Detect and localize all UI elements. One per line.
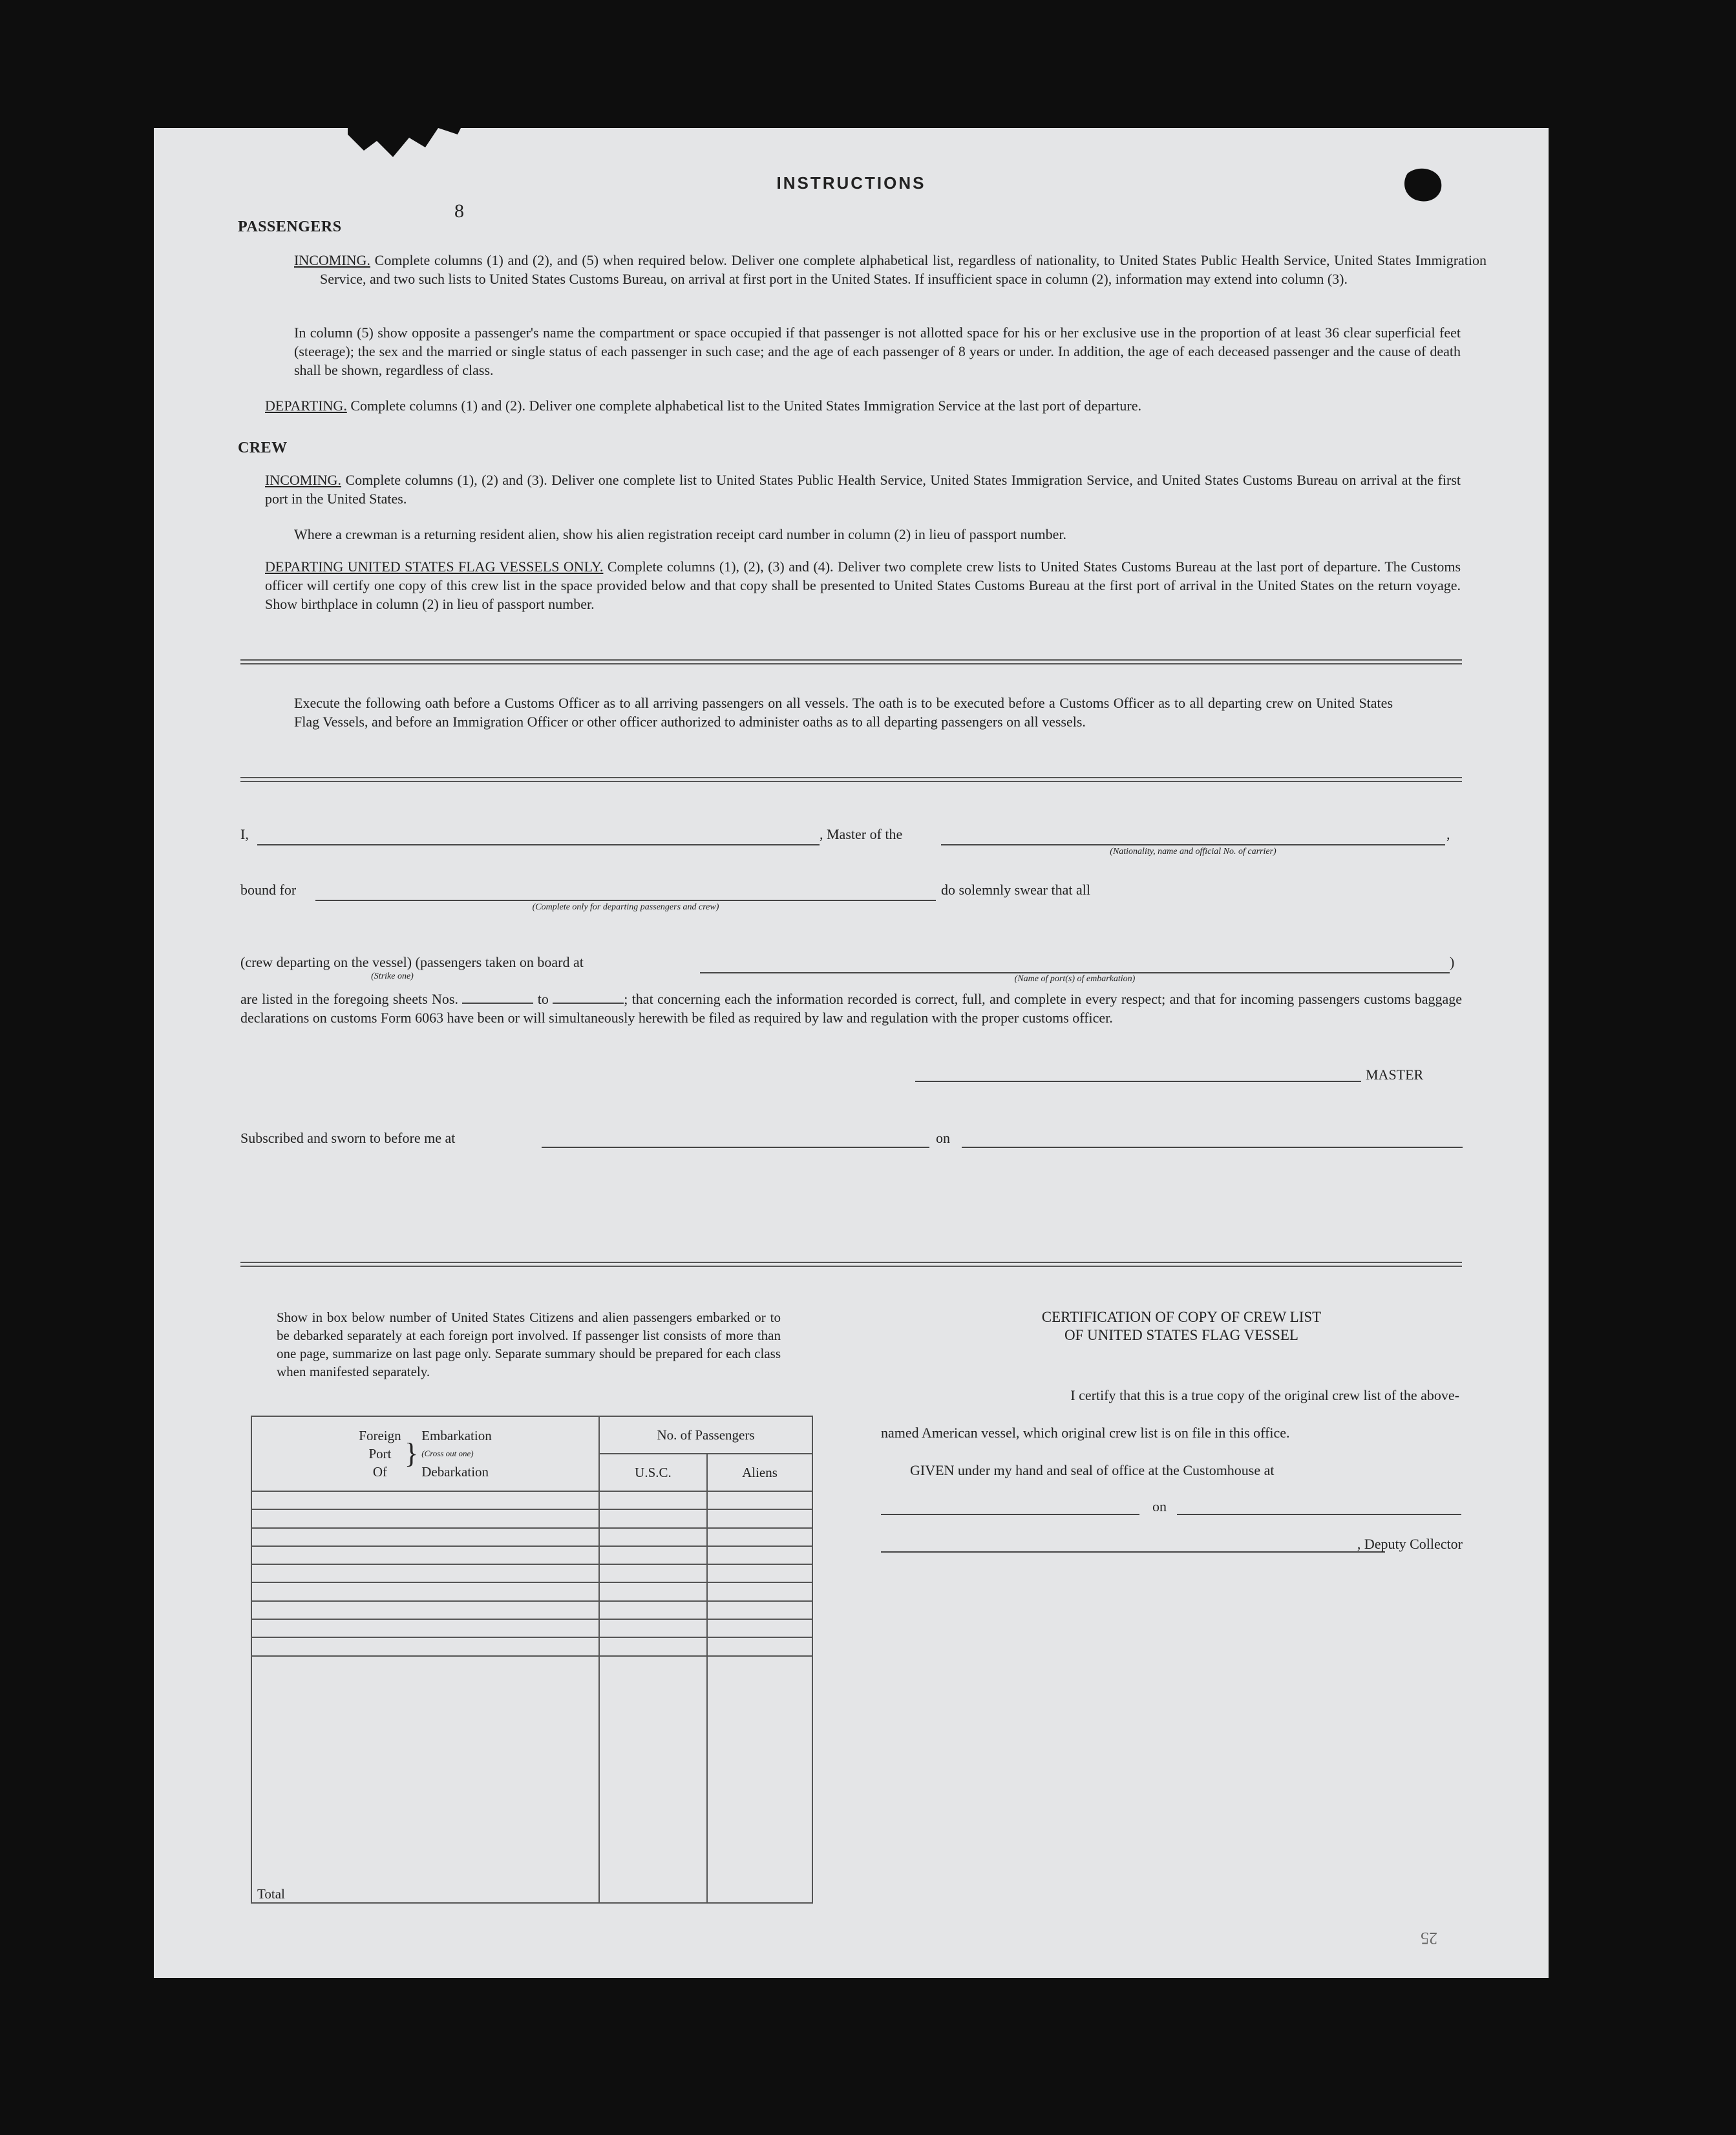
passengers-incoming: [294, 251, 1487, 288]
strike-one-caption: (Strike one): [371, 972, 414, 981]
subscribed-label: Subscribed and sworn to before me at: [240, 1130, 456, 1146]
passengers-departing: [265, 396, 1461, 415]
oath-i-label: I,: [240, 826, 249, 842]
port-field[interactable]: [700, 972, 1450, 973]
sheet-to-field[interactable]: [553, 1003, 624, 1004]
crew-incoming: [265, 471, 1461, 508]
incoming-text: Complete columns (1) and (2), and (5) when required below. Deliver one complete alphabetical list, regardless of nationality, to United States Public Health Service, United States Immigration Service, and two such lists to United States Customs Bureau, on arrival at first port in the United States. If insufficient space in column (2), information may extend into column (3).: [320, 252, 1487, 287]
bound-caption: (Complete only for departing passengers and crew): [532, 902, 719, 912]
incoming-label: INCOMING.: [294, 252, 370, 268]
port-header: Foreign Port Of } Embarkation (Cross out one) Debarkation: [251, 1416, 599, 1491]
crew-departing-text: Complete columns (1), (2), (3) and (4). Deliver two complete crew lists to United States Customs Bureau at the last port of departure. The Customs officer will certify one copy of this crew list in the space provided below and that copy shall be presented to United States Customs Bureau at the first port of arrival in the United States on the return voyage. Show birthplace in column (2) in lieu of passport number.: [265, 558, 1461, 612]
table-row[interactable]: [251, 1619, 812, 1637]
page-number: 25: [1421, 1929, 1437, 1948]
table-row-total[interactable]: Total: [251, 1656, 812, 1903]
summary-instructions: Show in box below number of United States Citizens and alien passengers embarked or to be debarked separately at each foreign port involved. If passenger list consists of more than one page, summarize on last page only. Separate summary should be prepared for each class when manifested separately.: [277, 1310, 781, 1379]
port-caption: (Name of port(s) of embarkation): [1014, 974, 1136, 984]
subscribed-place-field[interactable]: [542, 1147, 929, 1148]
divider: [240, 1262, 1462, 1267]
passengers-heading: PASSENGERS: [238, 218, 342, 235]
table-row[interactable]: [251, 1564, 812, 1582]
divider: [240, 659, 1462, 664]
usc-header: U.S.C.: [599, 1454, 707, 1491]
sheet-from-field[interactable]: [462, 1003, 533, 1004]
certification-heading: CERTIFICATION OF COPY OF CREW LIST OF UNITED STATES FLAG VESSEL: [1041, 1309, 1322, 1343]
crew-incoming-text: Complete columns (1), (2) and (3). Deliver one complete list to United States Public Health Service, United States Immigration Service, and United States Customs Bureau on arrival at the first port in the United States.: [265, 472, 1461, 507]
form-number: 8: [454, 200, 464, 222]
crew-departing-label: DEPARTING UNITED STATES FLAG VESSELS ONLY.: [265, 558, 604, 575]
crew-heading: CREW: [238, 440, 288, 456]
cert-line3: GIVEN under my hand and seal of office at the Customhouse at: [910, 1462, 1275, 1478]
swear-label: do solemnly swear that all: [941, 882, 1090, 898]
table-row[interactable]: [251, 1601, 812, 1619]
crew-departing: [265, 557, 1461, 613]
crew-passengers-label: (crew departing on the vessel) (passengers taken on board at: [240, 954, 584, 970]
on-label: on: [936, 1130, 950, 1146]
cert-date-field[interactable]: [1177, 1514, 1461, 1515]
cert-line2: named American vessel, which original crew list is on file in this office.: [881, 1425, 1290, 1441]
torn-edge-icon: [348, 122, 464, 167]
customhouse-field[interactable]: [881, 1514, 1139, 1515]
table-row[interactable]: [251, 1582, 812, 1600]
page-title: INSTRUCTIONS: [776, 173, 926, 193]
master-label: MASTER: [1366, 1067, 1424, 1083]
cert-line1: I certify that this is a true copy of the original crew list of the above-: [1070, 1387, 1459, 1403]
master-of-label: , Master of the: [820, 826, 903, 842]
document-page: INSTRUCTIONS 8 PASSENGERS INCOMING. Complete columns (1) and (2), and (5) when required below. Deliver one complete alphabetical list, regardless of nationality, to United States Public Health Service, United States Immigration Service, and two such lists to United States Customs Bureau, on arrival at first port in the United States. If insufficient space in column (2), information may extend into column (3). In column (5) show opposite a passenger's name the compartment or space occupied if that passenger is not allotted space for his or her exclusive use in the proportion of at least 36 clear superficial feet (steerage); the sex and the married or single status of each passenger in such case; and the age of each passenger of 8 years or under. In addition, the age of each deceased passenger and the cause of death shall be shown, regardless of class. DEPARTING. Complete columns (1) and (2). Deliver one complete alphabetical list to the United States Immigration Service at the last port of departure. CREW INCOMING. Complete columns (1), (2) and (3). Deliver one complete list to United States Public Health Service, United States Immigration Service, and United States Customs Bureau on arrival at the first port in the United States. Where a crewman is a returning resident alien, show his alien registration receipt card number in column (2) in lieu of passport number. DEPARTING UNITED STATES FLAG VESSELS ONLY. Complete columns (1), (2), (3) and (4). Deliver two complete crew lists to United States Customs Bureau at the last port of departure. The Customs officer will certify one copy of this crew list in the space provided below and that copy shall be presented to United States Customs Bureau at the first port of arrival in the United States on the return voyage. Show birthplace in column (2) in lieu of passport number. Execute the following oath before a Customs Officer as to all arriving passengers on all vessels. The oath is to be executed before a Customs Officer as to all departing crew on United States Flag Vessels, and before an Immigration Officer or other officer authorized to administer oaths as to all departing passengers on all vessels. I, , Master of the , (Nationality, name and official No. of carrier) bound for (Complete only for departing passengers and crew) do solemnly swear that all (crew departing on the vessel) (passengers taken on board at (Strike one) ) (Name of port(s) of embarkation) are listed in the foregoing sheets Nos. to ; that concerning each the information recorded is correct, full, and complete in every respect; and that for incoming passengers customs baggage declarations on customs Form 6063 have been or will simultaneously herewith be filed as required by law and regulation with the proper customs officer. MASTER Subscribed and sworn to before me at on Show in box below number of United States Citizens and alien passengers embarked or to be debarked separately at each foreign port involved. If passenger list consists of more than one page, summarize on last page only. Separate summary should be prepared for each class when manifested separately. Foreign Port Of } Embarkation (Cross out one) Debarkation No. of Passengers U.S.C. Aliens Total CERTIFICATION OF COPY OF CREW LIST OF UNITED STATES FLAG VESSEL I certify that this is a true copy of the original crew list of the above- named American vessel, which original crew list is on file in this office. GIVEN under my hand and seal of office at the Customhouse at on , Deputy Collector 25: [154, 128, 1549, 1978]
vessel-field[interactable]: [941, 844, 1445, 845]
cert-on-label: on: [1152, 1498, 1167, 1514]
resident-alien-note: Where a crewman is a returning resident alien, show his alien registration receipt card number in column (2) in lieu of passport number.: [294, 526, 1066, 542]
master-signature-field[interactable]: [915, 1081, 1361, 1082]
table-row[interactable]: [251, 1546, 812, 1564]
sheets-statement: are listed in the foregoing sheets Nos. to ; that concerning each the information recorded is correct, full, and complete in every respect; and that for incoming passengers customs baggage declarations on customs Form 6063 have been or will simultaneously herewith be filed as required by law and regulation with the proper customs officer.: [240, 991, 1463, 1026]
deputy-collector-label: , Deputy Collector: [1357, 1536, 1463, 1552]
departing-text: Complete columns (1) and (2). Deliver one complete alphabetical list to the United States Immigration Service at the last port of departure.: [350, 398, 1142, 414]
table-row[interactable]: [251, 1528, 812, 1546]
crew-incoming-label: INCOMING.: [265, 472, 341, 488]
passenger-summary-table: [251, 1416, 813, 1904]
table-row[interactable]: [251, 1509, 812, 1527]
column5-instructions: In column (5) show opposite a passenger's name the compartment or space occupied if that passenger is not allotted space for his or her exclusive use in the proportion of at least 36 clear superficial feet (steerage); the sex and the married or single status of each passenger in such case; and the age of each passenger of 8 years or under. In addition, the age of each deceased passenger and the cause of death shall be shown, regardless of class.: [294, 324, 1461, 378]
master-name-field[interactable]: [257, 844, 820, 845]
table-row[interactable]: [251, 1491, 812, 1509]
divider: [240, 777, 1462, 782]
nationality-caption: (Nationality, name and official No. of carrier): [1110, 847, 1276, 856]
bound-for-label: bound for: [240, 882, 297, 898]
bound-for-field[interactable]: [315, 900, 936, 901]
no-of-passengers-header: No. of Passengers: [599, 1416, 812, 1454]
aliens-header: Aliens: [707, 1454, 812, 1491]
subscribed-date-field[interactable]: [962, 1147, 1463, 1148]
oath-intro: Execute the following oath before a Customs Officer as to all arriving passengers on all vessels. The oath is to be executed before a Customs Officer as to all departing crew on United States Flag Vessels, and before an Immigration Officer or other officer authorized to administer oaths as to all departing passengers on all vessels.: [294, 695, 1393, 730]
departing-label: DEPARTING.: [265, 398, 347, 414]
table-row[interactable]: [251, 1637, 812, 1655]
